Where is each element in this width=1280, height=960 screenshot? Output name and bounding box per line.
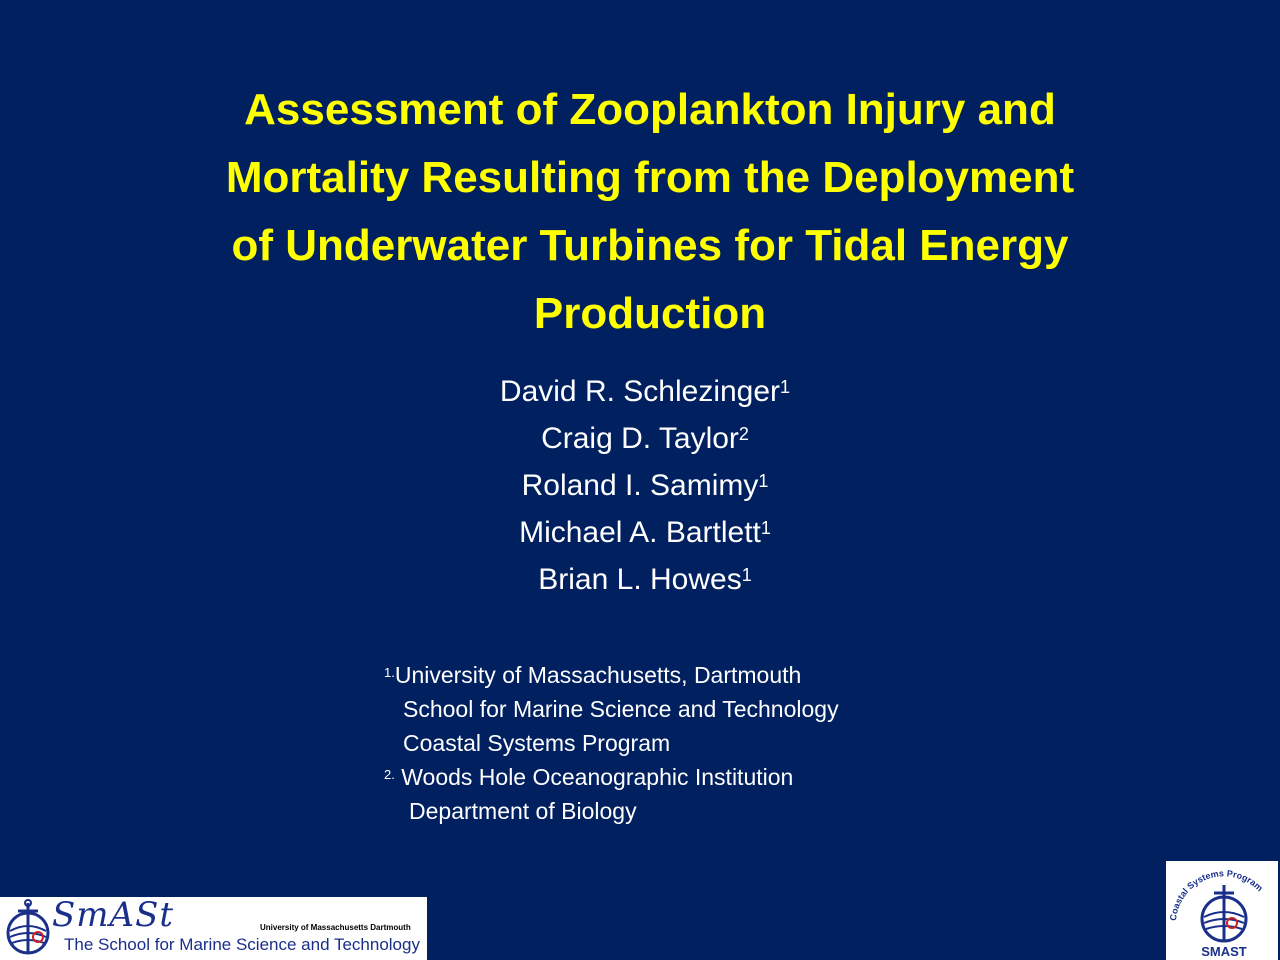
- author-affiliation-marker: 2: [738, 424, 749, 444]
- school-label: The School for Marine Science and Technology: [64, 935, 420, 954]
- author-list: [0, 368, 1280, 603]
- title-line: Production: [533, 289, 767, 338]
- author: [0, 368, 1280, 415]
- anchor-globe-icon: [0, 897, 56, 959]
- title-line: of Underwater Turbines for Tidal Energy: [231, 221, 1069, 270]
- affiliation-line: School for Marine Science and Technology: [403, 696, 839, 722]
- emblem-wordmark: SMAST: [1201, 944, 1247, 959]
- author-affiliation-marker: 1: [780, 377, 791, 397]
- author-name: Brian L. Howes: [538, 563, 742, 596]
- author-name: Roland I. Samimy: [521, 469, 759, 502]
- author: [0, 415, 1280, 462]
- affiliation-line: [384, 760, 839, 794]
- author: [0, 509, 1280, 556]
- smast-wordmark: SmASt: [52, 895, 175, 935]
- coastal-systems-emblem-icon: [1166, 861, 1278, 960]
- affiliation-marker: 2.: [384, 767, 395, 782]
- affiliations: [384, 658, 839, 828]
- affiliation-line: Department of Biology: [409, 798, 637, 824]
- affiliation-line: Coastal Systems Program: [403, 730, 671, 756]
- author-affiliation-marker: 1: [741, 565, 752, 585]
- title-line: Mortality Resulting from the Deployment: [225, 153, 1075, 202]
- university-label: University of Massachusetts Dartmouth: [260, 923, 411, 932]
- author-name: Craig D. Taylor: [541, 422, 739, 455]
- coastal-systems-logo: [1166, 861, 1278, 960]
- author-name: Michael A. Bartlett: [519, 516, 761, 549]
- author-affiliation-marker: 1: [760, 518, 771, 538]
- smast-logo: [0, 897, 427, 960]
- affiliation-text: Woods Hole Oceanographic Institution: [401, 764, 794, 790]
- affiliation-line: [384, 658, 839, 692]
- affiliation-text: University of Massachusetts, Dartmouth: [394, 662, 802, 688]
- author: [0, 556, 1280, 603]
- affiliation-marker: 1.: [384, 665, 395, 680]
- author-affiliation-marker: 1: [758, 471, 769, 491]
- author: [0, 462, 1280, 509]
- title-line: Assessment of Zooplankton Injury and: [244, 85, 1056, 134]
- author-name: David R. Schlezinger: [499, 375, 781, 408]
- slide-title: [120, 76, 1180, 348]
- emblem-arc-text: Coastal Systems Program: [1167, 868, 1265, 922]
